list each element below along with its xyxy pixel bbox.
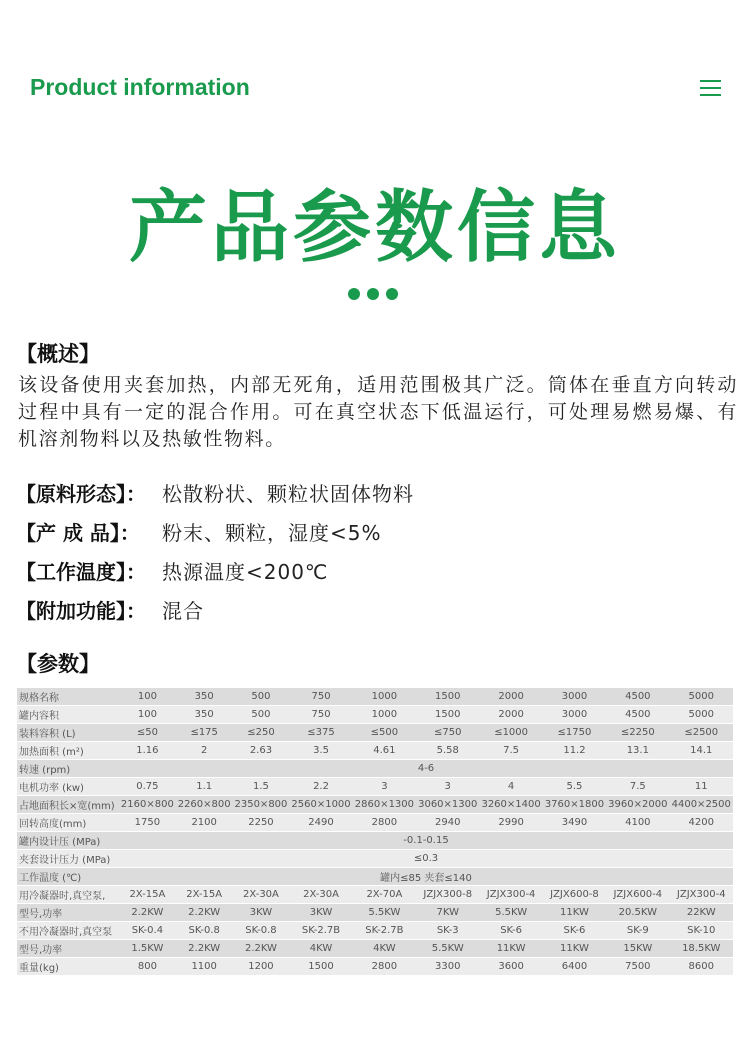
row-label: 工作温度 (℃) [17,868,119,885]
table-cell: 350 [176,706,233,723]
params-table [17,687,733,976]
table-cell: 2X-15A [176,886,233,903]
table-cell: 3KW [233,904,290,921]
decorative-dots [348,288,408,302]
row-label: 装料容积 (L) [17,724,119,741]
table-row [17,724,733,741]
attribute-row [16,517,382,546]
table-cell: ≤375 [289,724,352,741]
table-cell: 500 [233,706,290,723]
table-row [17,940,733,957]
table-cell: 2.2 [289,778,352,795]
table-row [17,688,733,705]
table-cell: 1750 [119,814,176,831]
table-cell: JZJX600-8 [543,886,606,903]
table-cell: ≤2250 [606,724,669,741]
table-cell: 20.5KW [606,904,669,921]
table-cell: 4500 [606,706,669,723]
attribute-label: 【产 成 品】： [16,521,140,545]
table-cell: 2160×800 [119,796,176,813]
table-cell: 8600 [670,958,734,975]
table-row [17,778,733,795]
table-cell: 1.5 [233,778,290,795]
table-cell: 1500 [416,706,479,723]
table-cell: 3960×2000 [606,796,669,813]
table-cell: 15KW [606,940,669,957]
table-cell: 3060×1300 [416,796,479,813]
table-cell: 22KW [670,904,734,921]
table-cell: 750 [289,706,352,723]
top-bar [0,0,750,130]
table-row [17,706,733,723]
table-cell: 13.1 [606,742,669,759]
table-cell: 3490 [543,814,606,831]
table-row [17,832,733,849]
table-cell: 4KW [289,940,352,957]
table-cell: 11KW [543,904,606,921]
attribute-label: 【原料形态】： [16,482,146,506]
table-cell: 3000 [543,688,606,705]
table-cell: 11KW [479,940,542,957]
table-cell: 2860×1300 [353,796,416,813]
table-cell: 2X-70A [353,886,416,903]
table-cell: ≤1750 [543,724,606,741]
table-cell: 2100 [176,814,233,831]
page-title: 产品参数信息 [128,183,621,273]
table-cell: 5.5 [543,778,606,795]
params-heading: 【参数】 [16,652,100,676]
table-cell: 3 [416,778,479,795]
attribute-label: 【附加功能】： [16,599,146,623]
attribute-label: 【工作温度】： [16,560,146,584]
table-cell: 5.5KW [416,940,479,957]
attribute-value: 粉末、颗粒，湿度<5% [162,521,382,545]
table-cell: 3.5 [289,742,352,759]
row-label: 转速 (rpm) [17,760,119,777]
table-cell-merged: 4-6 [119,760,733,777]
table-cell: 1200 [233,958,290,975]
table-cell: 2250 [233,814,290,831]
table-cell: 7.5 [479,742,542,759]
table-cell: SK-0.8 [176,922,233,939]
overview-text: 该设备使用夹套加热，内部无死角，适用范围极其广泛。筒体在垂直方向转动过程中具有一定的混合作用。可在真空状态下低温运行，可处理易燃易爆、有机溶剂物料以及热敏性物料。 [18,374,738,450]
table-cell: ≤750 [416,724,479,741]
table-row [17,814,733,831]
table-cell: 0.75 [119,778,176,795]
table-cell: 100 [119,706,176,723]
table-cell: 4500 [606,688,669,705]
table-cell: ≤175 [176,724,233,741]
table-cell: 5.5KW [479,904,542,921]
table-cell: 2.2KW [176,904,233,921]
attribute-value: 松散粉状、颗粒状固体物料 [162,482,414,506]
table-cell: 1000 [353,706,416,723]
table-cell: 3300 [416,958,479,975]
table-cell: SK-9 [606,922,669,939]
table-cell: SK-0.8 [233,922,290,939]
table-cell: 2800 [353,958,416,975]
table-cell: 800 [119,958,176,975]
attribute-value: 混合 [162,599,204,623]
table-cell: 11 [670,778,734,795]
table-cell: 11.2 [543,742,606,759]
row-label: 规格名称 [17,688,119,705]
table-cell: 2X-15A [119,886,176,903]
table-row [17,868,733,885]
table-cell: 14.1 [670,742,734,759]
table-cell: ≤1000 [479,724,542,741]
table-cell: 1.1 [176,778,233,795]
table-cell: 5000 [670,706,734,723]
table-cell: 4200 [670,814,734,831]
table-cell: 2000 [479,706,542,723]
section-title: Product information [30,74,250,100]
table-cell: 100 [119,688,176,705]
table-cell: ≤50 [119,724,176,741]
table-cell: 6400 [543,958,606,975]
table-cell-merged: -0.1-0.15 [119,832,733,849]
table-cell: 2.2KW [233,940,290,957]
table-cell: 2560×1000 [289,796,352,813]
table-cell: 2000 [479,688,542,705]
table-cell: SK-6 [479,922,542,939]
table-cell: 350 [176,688,233,705]
table-cell: 5000 [670,688,734,705]
table-row [17,850,733,867]
table-row [17,904,733,921]
table-cell: 2 [176,742,233,759]
table-cell-merged: 罐内≤85 夹套≤140 [119,868,733,885]
table-cell: 750 [289,688,352,705]
table-cell: 1100 [176,958,233,975]
table-cell: 1.16 [119,742,176,759]
row-label: 罐内容积 [17,706,119,723]
table-cell: 5.5KW [353,904,416,921]
table-cell: 4 [479,778,542,795]
table-cell: 3600 [479,958,542,975]
table-cell: 2X-30A [233,886,290,903]
table-cell: 7.5 [606,778,669,795]
table-cell: 1500 [289,958,352,975]
table-cell: 3760×1800 [543,796,606,813]
table-cell: 7KW [416,904,479,921]
row-label: 占地面积长×宽(mm) [17,796,119,813]
table-cell: 3 [353,778,416,795]
row-label: 用冷凝器时,真空泵, [17,886,119,903]
attribute-value: 热源温度<200℃ [162,560,329,584]
attribute-row [16,595,204,624]
table-cell: 11KW [543,940,606,957]
row-label: 回转高度(mm) [17,814,119,831]
table-cell: 4KW [353,940,416,957]
row-label: 型号,功率 [17,940,119,957]
table-row [17,742,733,759]
row-label: 重量(kg) [17,958,119,975]
table-cell: 4.61 [353,742,416,759]
table-cell: JZJX600-4 [606,886,669,903]
table-cell: 500 [233,688,290,705]
table-cell: 3260×1400 [479,796,542,813]
table-cell: 18.5KW [670,940,734,957]
table-cell: ≤2500 [670,724,734,741]
row-label: 罐内设计压 (MPa) [17,832,119,849]
table-cell: SK-2.7B [289,922,352,939]
table-cell: ≤500 [353,724,416,741]
table-cell: 2940 [416,814,479,831]
table-cell: 2260×800 [176,796,233,813]
table-cell: 2.2KW [176,940,233,957]
row-label: 加热面积 (m²) [17,742,119,759]
table-cell: 2800 [353,814,416,831]
attribute-row [16,478,414,507]
table-cell-merged: ≤0.3 [119,850,733,867]
row-label: 不用冷凝器时,真空泵 [17,922,119,939]
table-cell: 5.58 [416,742,479,759]
table-cell: 2.2KW [119,904,176,921]
table-cell: 3000 [543,706,606,723]
table-cell: 2350×800 [233,796,290,813]
table-cell: 1000 [353,688,416,705]
table-row [17,886,733,903]
table-cell: SK-6 [543,922,606,939]
table-row [17,796,733,813]
hamburger-menu-icon[interactable] [700,80,721,96]
table-cell: 1500 [416,688,479,705]
table-cell: JZJX300-4 [670,886,734,903]
table-cell: JZJX300-4 [479,886,542,903]
table-cell: SK-10 [670,922,734,939]
table-cell: ≤250 [233,724,290,741]
table-cell: 1.5KW [119,940,176,957]
row-label: 电机功率 (kw) [17,778,119,795]
table-row [17,760,733,777]
table-cell: 2990 [479,814,542,831]
table-cell: SK-0.4 [119,922,176,939]
table-row [17,958,733,975]
table-row [17,922,733,939]
table-cell: 7500 [606,958,669,975]
table-cell: 2.63 [233,742,290,759]
row-label: 型号,功率 [17,904,119,921]
table-cell: 2X-30A [289,886,352,903]
table-cell: SK-2.7B [353,922,416,939]
table-cell: 3KW [289,904,352,921]
table-cell: 4400×2500 [670,796,734,813]
row-label: 夹套设计压力 (MPa) [17,850,119,867]
table-cell: SK-3 [416,922,479,939]
overview-heading: 【概述】 [16,342,100,366]
attribute-row [16,556,329,585]
table-cell: 4100 [606,814,669,831]
table-cell: JZJX300-8 [416,886,479,903]
table-cell: 2490 [289,814,352,831]
